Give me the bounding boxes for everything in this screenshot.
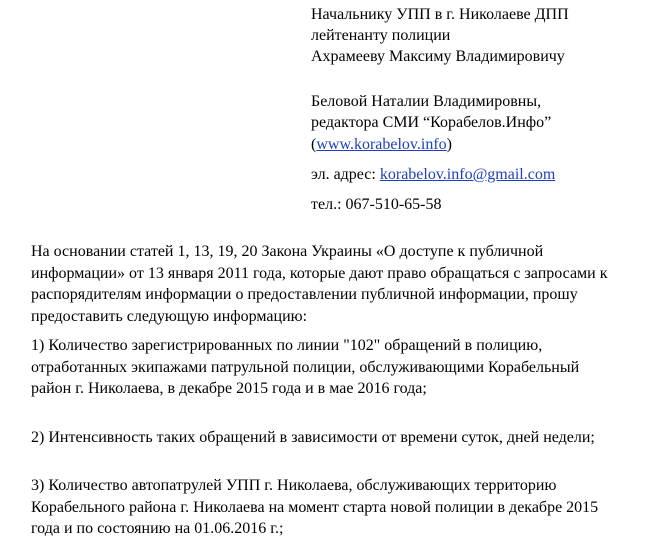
email-link[interactable]: korabelov.info@gmail.com: [379, 166, 556, 183]
website-close-paren: ): [446, 136, 452, 153]
addressee-line: Ахрамееву Максиму Владимировичу: [311, 48, 565, 65]
text-line: 1) Количество зарегистрированных по линии "102" обращений в полицию,: [31, 337, 543, 354]
addressee-block: [311, 4, 569, 67]
website-link[interactable]: www.korabelov.info: [316, 136, 447, 153]
text-line: отработанных экипажами патрульной полиции, обслуживающими Корабельный: [31, 358, 580, 376]
email-label: эл. адрес:: [311, 166, 380, 183]
text-line: информации» от 13 января 2011 года, которые дают право обращаться с запросами к: [31, 264, 608, 282]
text-line: года и по состоянию на 01.06.2016 г.;: [31, 520, 284, 537]
text-line: 3) Количество автопатрулей УПП г. Николаева, обслуживающих территорию: [31, 477, 557, 494]
text-line: На основании статей 1, 13, 19, 20 Закона Украины «О доступе к публичной: [31, 243, 544, 260]
phone-line: тел.: 067-510-65-58: [311, 196, 442, 213]
sender-position: редактора СМИ “Корабелов.Инфо”: [311, 114, 552, 131]
text-line: район г. Николаева, в декабре 2015 года и в мае 2016 года;: [31, 380, 427, 397]
addressee-line: лейтенанту полиции: [311, 27, 451, 44]
text-line: Корабельного района г. Николаева на момент старта новой полиции в декабре 2015: [31, 498, 599, 516]
website-line: [311, 134, 452, 155]
sender-block: [311, 91, 551, 133]
request-body: [31, 241, 661, 540]
website-open-paren: (: [311, 136, 317, 153]
text-line: предоставить следующую информацию:: [31, 307, 308, 325]
request-item-3: [31, 475, 661, 540]
request-item-1: [31, 335, 661, 400]
request-item-2: [31, 427, 661, 449]
sender-name: Беловой Наталии Владимировны,: [311, 93, 542, 110]
email-line: [311, 164, 555, 185]
intro-paragraph: [31, 241, 661, 327]
addressee-line: Начальнику УПП в г. Николаеве ДПП: [311, 6, 569, 23]
text-line: распорядителям информации о предоставлении публичной информации, прошу: [31, 286, 578, 303]
text-line: 2) Интенсивность таких обращений в зависимости от времени суток, дней недели;: [31, 428, 595, 446]
